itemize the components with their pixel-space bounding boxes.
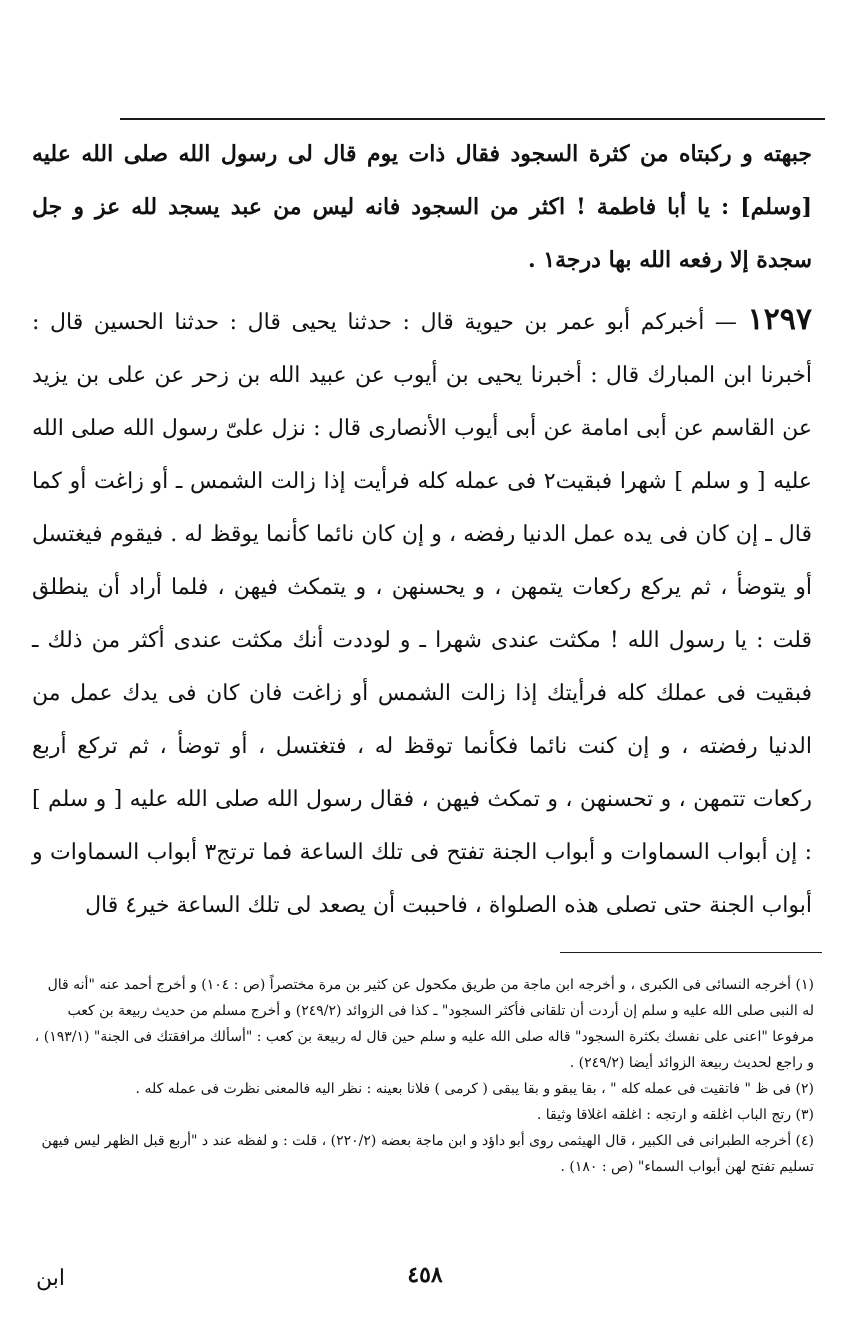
page-number: ٤٥٨	[407, 1262, 443, 1288]
footnote-3: (٣) رتج الباب اغلقه و ارتجه : اغلقه اغلاقا وثيقا .	[536, 1107, 814, 1123]
hadith-number: ١٢٩٧	[747, 302, 812, 337]
footnote-1: (١) أخرجه النسائى فى الكبرى ، و أخرجه ابن ماجة من طريق مكحول عن كثير بن مرة مختصراً (ص : ١٠٤) و أخرج أحمد عنه "أنه قال له النبى صلى الله عليه و سلم إن أردت أن تلقانى فأكثر السجود" ـ كذا فى الزوائد (٢٤٩/٢) و أخرج مسلم من حديث ربيعة بن كعب مرفوعا "اعنى على نفسك بكثرة السجود" قاله صلى الله عليه و سلم حين قال له ربيعة بن كعب : "أسألك مرافقتك فى الجنة" (١٩٣/١) ، و راجع لحديث ربيعة الزوائد أيضا (٢٤٩/٢) .	[34, 977, 814, 1071]
footnote-4: (٤) أخرجه الطبرانى فى الكبير ، قال الهيثمى روى أبو داؤد و ابن ماجة بعضه (٢٢٠/٢) ، قلت : و لفظه عند د "أربع قبل الظهر ليس فيهن تسليم تفتح لهن أبواب السماء" (ص : ١٨٠) .	[41, 1133, 814, 1175]
main-text	[32, 128, 812, 932]
footnote-rule	[560, 952, 822, 953]
catchword: ابن	[36, 1266, 65, 1291]
hadith-text: — أخبركم أبو عمر بن حيوية قال : حدثنا يحيى قال : حدثنا الحسين قال : أخبرنا ابن المبارك قال : أخبرنا يحيى بن أيوب عن عبيد الله بن زحر عن على بن يزيد عن القاسم عن أبى امامة عن أبى أيوب الأنصارى قال : نزل علىّ رسول الله صلى الله عليه [ و سلم ] شهرا فبقيت٢ فى عمله كله فرأيت إذا زالت الشمس ـ أو زاغت أو كما قال ـ إن كان فى يده عمل الدنيا رفضه ، و إن كان نائما كأنما يوقظ له . فيقوم فيغتسل أو يتوضأ ، ثم يركع ركعات يتمهن ، و يحسنهن ، و يتمكث فيهن ، فلما أراد أن ينطلق قلت : يا رسول الله ! مكثت عندى شهرا ـ و لوددت أنك مكثت عندى أكثر من ذلك ـ فبقيت فى عملك كله فرأيتك إذا زالت الشمس أو زاغت فان كان فى يدك عمل من الدنيا رفضته ، و إن كنت نائما فكأنما توقظ له ، فتغتسل ، أو توضأ ، ثم تركع أربع ركعات تتمهن ، و تحسنهن ، و تمكث فيهن ، فقال رسول الله صلى الله عليه [ و سلم ] : إن أبواب السماوات و أبواب الجنة تفتح فى تلك الساعة فما ترتج٣ أبواب السماوات و أبواب الجنة حتى تصلى هذه الصلواة ، فاحببت أن يصعد لى تلك الساعة خير٤ قال	[32, 310, 812, 918]
header-rule	[120, 118, 825, 120]
footnotes	[32, 972, 814, 1180]
hadith-paragraph	[32, 293, 812, 932]
paragraph-continuation: جبهته و ركبتاه من كثرة السجود فقال ذات يوم قال لى رسول الله صلى الله عليه [وسلم] : يا أبا فاطمة ! اكثر من السجود فانه ليس من عبد يسجد لله عز و جل سجدة إلا رفعه الله بها درجة١ .	[32, 141, 812, 273]
footnote-2: (٢) فى ظ " فاتقيت فى عمله كله " ، بقا يبقو و بقا يبقى ( كرمى ) فلانا بعينه : نظر اليه فالمعنى نظرت فى عمله كله .	[135, 1081, 814, 1097]
